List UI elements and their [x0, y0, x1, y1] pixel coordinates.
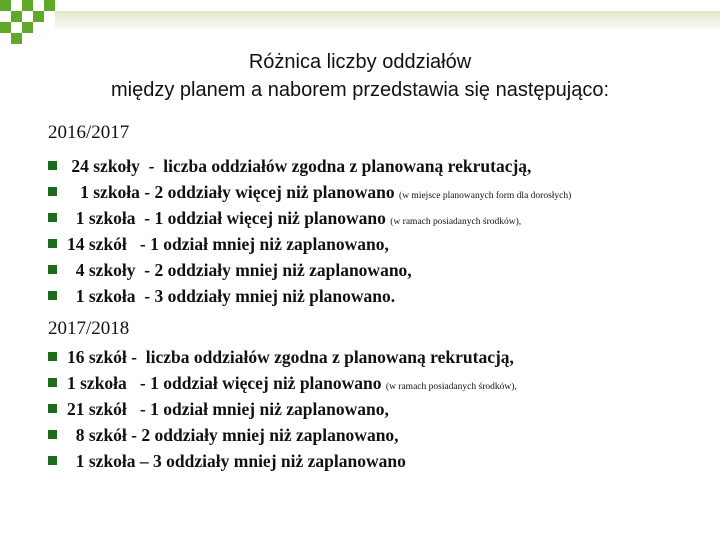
square-bullet-icon: [48, 291, 57, 300]
section-year-2016: 2016/2017: [48, 122, 130, 143]
square-bullet-icon: [48, 187, 57, 196]
square-bullet-icon: [48, 213, 57, 222]
section-year-2017: 2017/2018: [48, 318, 130, 339]
item-note: (w ramach posiadanych środków),: [390, 217, 522, 227]
list-item: 16 szkół - liczba oddziałów zgodna z planowaną rekrutacją,: [48, 344, 517, 370]
list-item: 1 szkoła - 2 oddziały więcej niż planowano (w miejsce planowanych form dla dorosłych): [48, 179, 571, 205]
square-bullet-icon: [48, 456, 57, 465]
square-bullet-icon: [48, 404, 57, 413]
item-note: (w miejsce planowanych form dla dorosłych): [399, 191, 572, 201]
item-note: (w ramach posiadanych środków),: [385, 382, 517, 392]
square-bullet-icon: [48, 239, 57, 248]
list-item: 1 szkoła - 1 oddział więcej niż planowano (w ramach posiadanych środków),: [48, 205, 571, 231]
list-2017: [48, 344, 517, 474]
list-item: 1 szkoła - 3 oddziały mniej niż planowano.: [48, 283, 571, 309]
list-item: 1 szkoła – 3 oddziały mniej niż zaplanowano: [48, 448, 517, 474]
list-item: 8 szkół - 2 oddziały mniej niż zaplanowano,: [48, 422, 517, 448]
square-bullet-icon: [48, 378, 57, 387]
square-bullet-icon: [48, 430, 57, 439]
square-bullet-icon: [48, 161, 57, 170]
square-bullet-icon: [48, 352, 57, 361]
title-line-2: między planem a naborem przedstawia się następująco:: [110, 79, 610, 101]
square-bullet-icon: [48, 265, 57, 274]
list-item: 1 szkoła - 1 oddział więcej niż planowano (w ramach posiadanych środków),: [48, 370, 517, 396]
list-item: 24 szkoły - liczba oddziałów zgodna z planowaną rekrutacją,: [48, 153, 571, 179]
corner-squares-decoration: [0, 0, 60, 45]
title-line-1: Różnica liczby oddziałów: [248, 51, 472, 73]
list-item: 21 szkół - 1 odział mniej niż zaplanowano,: [48, 396, 517, 422]
list-item: 4 szkoły - 2 oddziały mniej niż zaplanowano,: [48, 257, 571, 283]
list-2016: [48, 153, 571, 309]
top-gradient-bar: [55, 11, 720, 29]
list-item: 14 szkół - 1 odział mniej niż zaplanowano,: [48, 231, 571, 257]
